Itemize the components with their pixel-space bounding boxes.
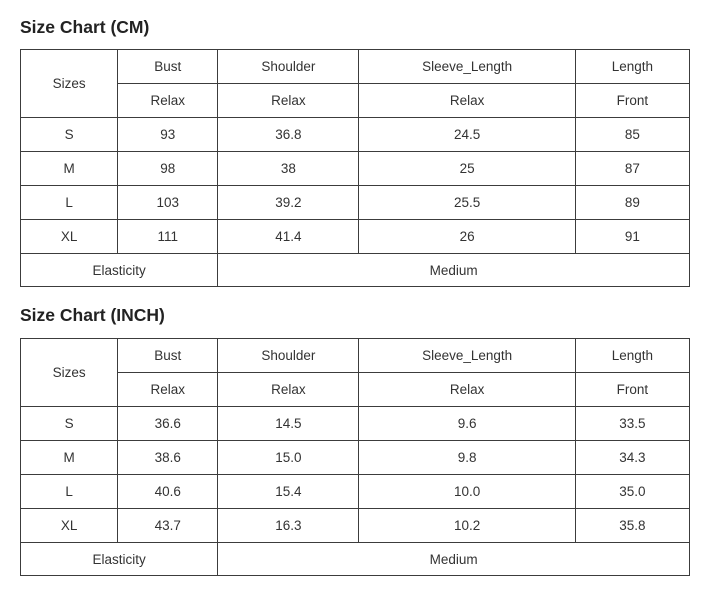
- subheader-row: [21, 373, 690, 407]
- size-cell: XL: [21, 509, 118, 543]
- sleeve-length-cell: 24.5: [359, 118, 575, 152]
- elasticity-value: Medium: [218, 543, 690, 576]
- elasticity-label: Elasticity: [21, 543, 218, 576]
- sleeve-length-cell: 9.6: [359, 407, 575, 441]
- shoulder-cell: 39.2: [218, 186, 359, 220]
- sleeve-length-cell: 25.5: [359, 186, 575, 220]
- subheader-shoulder: Relax: [218, 84, 359, 118]
- bust-cell: 36.6: [118, 407, 218, 441]
- bust-cell: 103: [118, 186, 218, 220]
- table-row: [21, 186, 690, 220]
- length-cell: 91: [575, 220, 689, 254]
- subheader-row: [21, 84, 690, 118]
- bust-cell: 43.7: [118, 509, 218, 543]
- subheader-bust: Relax: [118, 84, 218, 118]
- shoulder-cell: 16.3: [218, 509, 359, 543]
- header-row: [21, 339, 690, 373]
- size-cell: M: [21, 152, 118, 186]
- size-chart-cm-title: Size Chart (CM): [20, 17, 150, 37]
- bust-cell: 98: [118, 152, 218, 186]
- sleeve-length-cell: 26: [359, 220, 575, 254]
- size-chart-cm-table: [20, 49, 690, 287]
- header-row: [21, 50, 690, 84]
- sleeve-length-cell: 10.2: [359, 509, 575, 543]
- size-chart-inch-table: [20, 338, 690, 576]
- table-row: [21, 509, 690, 543]
- shoulder-cell: 41.4: [218, 220, 359, 254]
- elasticity-row: [21, 254, 690, 287]
- elasticity-row: [21, 543, 690, 576]
- table-row: [21, 407, 690, 441]
- header-bust: Bust: [118, 50, 218, 84]
- header-bust: Bust: [118, 339, 218, 373]
- table-row: [21, 441, 690, 475]
- shoulder-cell: 15.0: [218, 441, 359, 475]
- length-cell: 35.8: [575, 509, 689, 543]
- bust-cell: 38.6: [118, 441, 218, 475]
- shoulder-cell: 14.5: [218, 407, 359, 441]
- length-cell: 87: [575, 152, 689, 186]
- header-length: Length: [575, 50, 689, 84]
- subheader-sleeve-length: Relax: [359, 84, 575, 118]
- table-row: [21, 152, 690, 186]
- size-cell: XL: [21, 220, 118, 254]
- size-cell: L: [21, 475, 118, 509]
- shoulder-cell: 15.4: [218, 475, 359, 509]
- elasticity-value: Medium: [218, 254, 690, 287]
- size-cell: S: [21, 118, 118, 152]
- subheader-sleeve-length: Relax: [359, 373, 575, 407]
- header-sizes: Sizes: [21, 50, 118, 118]
- table-row: [21, 475, 690, 509]
- size-chart-inch-title: Size Chart (INCH): [20, 305, 165, 325]
- header-sleeve-length: Sleeve_Length: [359, 339, 575, 373]
- sleeve-length-cell: 9.8: [359, 441, 575, 475]
- length-cell: 89: [575, 186, 689, 220]
- header-length: Length: [575, 339, 689, 373]
- shoulder-cell: 36.8: [218, 118, 359, 152]
- size-cell: L: [21, 186, 118, 220]
- header-sleeve-length: Sleeve_Length: [359, 50, 575, 84]
- length-cell: 34.3: [575, 441, 689, 475]
- header-sizes: Sizes: [21, 339, 118, 407]
- bust-cell: 93: [118, 118, 218, 152]
- subheader-length: Front: [575, 84, 689, 118]
- length-cell: 35.0: [575, 475, 689, 509]
- subheader-bust: Relax: [118, 373, 218, 407]
- table-row: [21, 118, 690, 152]
- shoulder-cell: 38: [218, 152, 359, 186]
- size-cell: M: [21, 441, 118, 475]
- sleeve-length-cell: 10.0: [359, 475, 575, 509]
- length-cell: 33.5: [575, 407, 689, 441]
- elasticity-label: Elasticity: [21, 254, 218, 287]
- table-row: [21, 220, 690, 254]
- size-cell: S: [21, 407, 118, 441]
- header-shoulder: Shoulder: [218, 339, 359, 373]
- bust-cell: 111: [118, 220, 218, 254]
- length-cell: 85: [575, 118, 689, 152]
- header-shoulder: Shoulder: [218, 50, 359, 84]
- bust-cell: 40.6: [118, 475, 218, 509]
- sleeve-length-cell: 25: [359, 152, 575, 186]
- subheader-length: Front: [575, 373, 689, 407]
- subheader-shoulder: Relax: [218, 373, 359, 407]
